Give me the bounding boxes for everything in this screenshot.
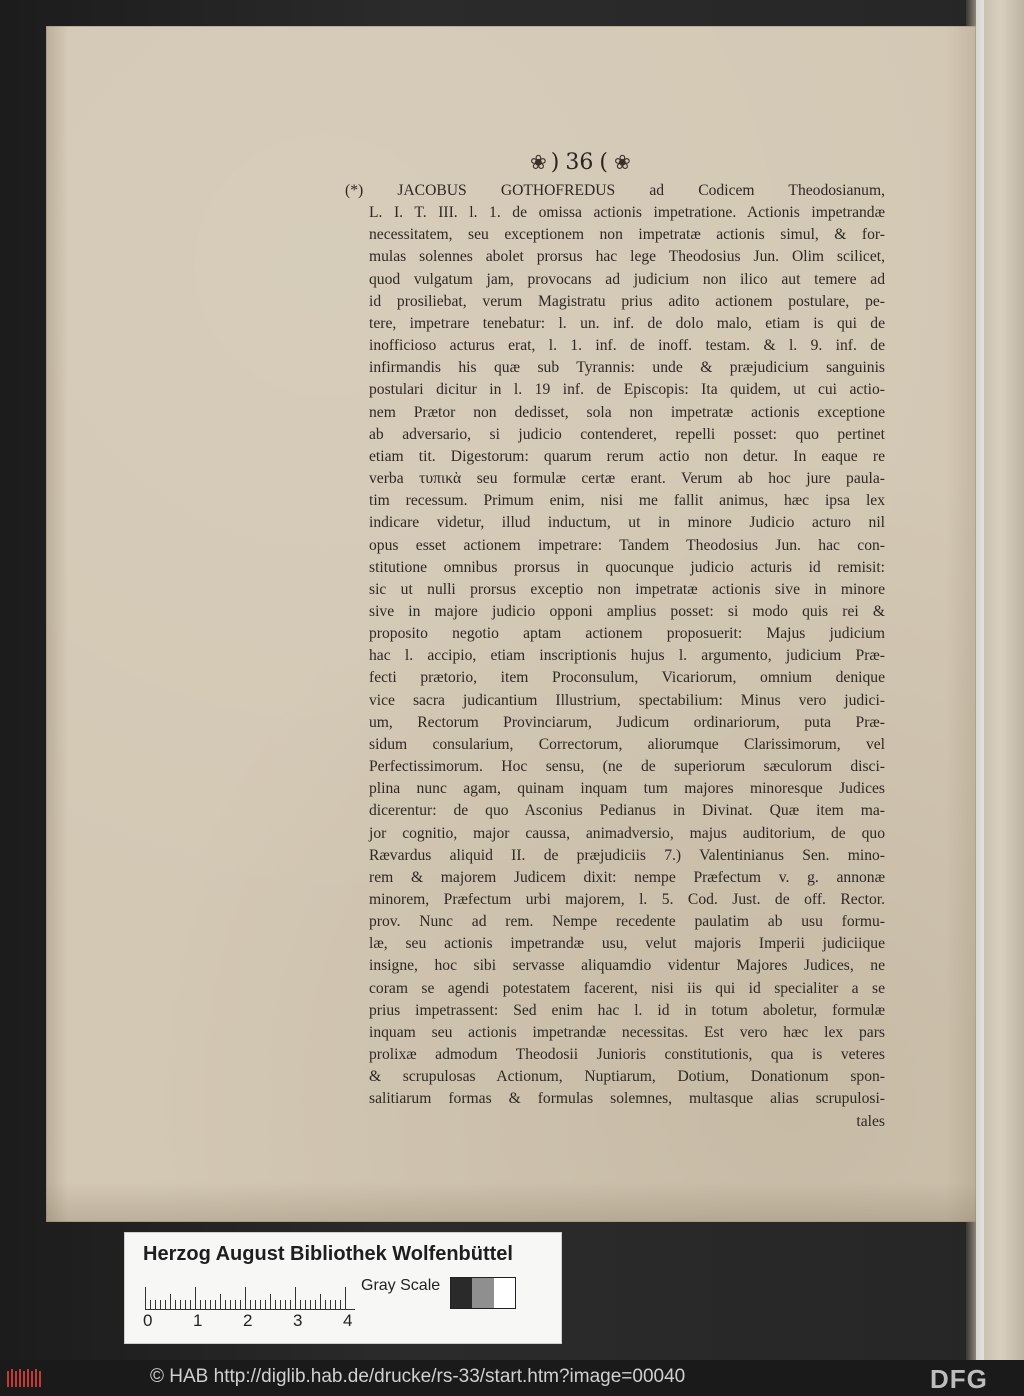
text-line: læ, seu actionis impetrandæ usu, velut majoris Imperii judiciique xyxy=(369,935,885,953)
text-line: inofficioso acturus erat, l. 1. inf. de inoff. testam. & l. 9. inf. de xyxy=(369,337,885,355)
ruler-tick xyxy=(290,1300,291,1309)
gray-scale-label: Gray Scale xyxy=(361,1277,441,1294)
text-line: Rævardus aliquid II. de præjudiciis 7.) Valentinianus Sen. mino- xyxy=(369,846,885,864)
gray-swatch-dark xyxy=(451,1278,472,1308)
text-line: fecti prætorio, item Proconsulum, Vicariorum, omnium denique xyxy=(369,669,885,687)
ruler-tick xyxy=(275,1300,276,1309)
ruler-label: 2 xyxy=(243,1311,253,1330)
library-label-card xyxy=(124,1232,562,1344)
ruler-tick xyxy=(340,1300,341,1309)
ruler-tick xyxy=(175,1300,176,1309)
text-line: prolixæ admodum Theodosii Junioris constitutionis, qua is veteres xyxy=(369,1046,885,1064)
footnote-text xyxy=(345,180,885,1133)
text-line: insigne, hoc sibi servasse aliquamdio videntur Majores Judices, ne xyxy=(369,957,885,975)
ruler-label: 4 xyxy=(343,1311,353,1330)
text-line: coram se agendi potestatem facerent, nisi iis qui id specialiter a se xyxy=(369,979,885,997)
text-line: hac l. accipio, etiam inscriptionis hujus l. argumento, judicium Præ- xyxy=(369,647,885,665)
ruler-tick xyxy=(295,1287,296,1309)
ruler-tick xyxy=(215,1300,216,1309)
ruler-tick xyxy=(315,1300,316,1309)
text-line: dicerentur: de quo Asconius Pedianus in Divinat. Quæ item ma- xyxy=(369,802,885,820)
text-line: tales xyxy=(856,1112,885,1130)
header-paren-right: ( xyxy=(599,149,608,175)
text-line: sidum consularium, Correctorum, aliorumque Clarissimorum, vel xyxy=(369,735,885,753)
text-line: infirmandis his quæ sub Tyrannis: unde & præjudicium sanguinis xyxy=(369,359,885,377)
text-line: minorem, Præfectum urbi majorem, l. 5. Cod. Just. de off. Rector. xyxy=(369,891,885,908)
ruler-tick xyxy=(255,1300,256,1309)
ruler-label: 1 xyxy=(193,1311,203,1330)
ruler-tick xyxy=(280,1300,281,1309)
ruler-tick xyxy=(305,1300,306,1309)
footer-copyright-link[interactable]: © HAB http://diglib.hab.de/drucke/rs-33/start.htm?image=00040 xyxy=(150,1366,686,1387)
gray-swatch-mid xyxy=(472,1278,493,1308)
ruler-tick xyxy=(300,1300,301,1309)
ruler-tick xyxy=(180,1300,181,1309)
ruler-tick xyxy=(320,1294,321,1309)
ruler-tick xyxy=(165,1300,166,1309)
text-line: (*) JACOBUS GOTHOFREDUS ad Codicem Theodosianum, xyxy=(345,182,885,199)
ruler-tick xyxy=(265,1300,266,1309)
text-line: salitiarum formas & formulas solemnes, multasque alias scrupulosi- xyxy=(369,1090,885,1108)
page-gap xyxy=(976,0,984,1360)
ornament-right-icon: ❀ xyxy=(613,150,629,174)
text-line: etiam tit. Digestorum: quarum rerum actio non detur. In eaque re xyxy=(369,447,885,465)
header-paren-left: ) xyxy=(550,149,560,175)
ruler-tick xyxy=(160,1300,161,1309)
text-line: nem Prætor non dedisset, sola non impetratæ actionis exceptione xyxy=(369,403,885,421)
text-line: tim recessum. Primum enim, nisi me fallit animus, hæc ipsa lex xyxy=(369,492,885,510)
page-shadow-left xyxy=(46,26,68,1222)
page-number: 36 xyxy=(565,149,594,175)
gray-swatch-light xyxy=(494,1278,515,1308)
text-line: proposito negotio aptam actionem proposuerit: Majus judicium xyxy=(369,625,885,643)
text-line: inquam seu actionis impetrandæ necessitas. Est vero hæc lex pars xyxy=(369,1023,885,1041)
text-line: prov. Nunc ad rem. Nempe recedente paulatim ab usu formu- xyxy=(369,913,885,931)
text-line: Perfectissimorum. Hoc sensu, (ne de superiorum sæculorum disci- xyxy=(369,758,885,776)
ruler-tick xyxy=(205,1300,206,1309)
ruler-tick xyxy=(245,1287,246,1309)
text-line: prius impetrassent: Sed enim hac l. id in totum aboletur, formulæ xyxy=(369,1001,885,1019)
text-line: sive in majore judicio opponi amplius posset: si modo quis rei & xyxy=(369,602,885,620)
ruler-label: 0 xyxy=(143,1311,153,1330)
footer-bar xyxy=(0,1360,1024,1396)
ruler-tick xyxy=(170,1294,171,1309)
text-line: verba τυπικὰ seu formulæ certæ erant. Verum ab hoc jure paula- xyxy=(369,470,885,488)
hab-logo-icon xyxy=(6,1367,46,1389)
text-line: tere, impetrare tenebatur: l. un. inf. de dolo malo, etiam is qui de xyxy=(369,314,885,332)
ruler-tick xyxy=(195,1287,196,1309)
page-header xyxy=(530,144,690,180)
text-line: ab adversario, si judicio contenderet, repelli posset: quo pertinet xyxy=(369,425,885,443)
text-line: um, Rectorum Provinciarum, Judicum ordinariorum, puta Præ- xyxy=(369,713,885,731)
ruler-tick xyxy=(335,1300,336,1309)
ornament-left-icon: ❀ xyxy=(530,150,545,174)
ruler-tick xyxy=(345,1287,346,1309)
text-line: quod vulgatum jam, provocans ad judicium non ilico aut temere ad xyxy=(369,270,885,288)
text-line: postulari dicitur in l. 19 inf. de Episcopis: Ita quidem, ut cui actio- xyxy=(369,381,885,399)
ruler-tick xyxy=(240,1300,241,1309)
text-line: id prosiliebat, verum Magistratu prius adito actionem postulare, pe- xyxy=(369,292,885,310)
ruler-tick xyxy=(330,1300,331,1309)
page-shadow-bottom xyxy=(46,1182,976,1222)
ruler-tick xyxy=(310,1300,311,1309)
text-line: mulas solennes abolet prorsus hac lege Theodosius Jun. Olim scilicet, xyxy=(369,248,885,266)
ruler-label: 3 xyxy=(293,1311,303,1330)
ruler-labels xyxy=(139,1311,379,1333)
ruler-tick xyxy=(230,1300,231,1309)
text-line: sic ut nulli prorsus exceptio non impetratæ actionis sive in minore xyxy=(369,580,885,598)
text-line: vice sacra judicantium Illustrium, spectabilium: Minus vero judici- xyxy=(369,691,885,709)
text-line: plina nunc agam, quinam inquam tum majores minoresque Judices xyxy=(369,780,885,798)
text-line: opus esset actionem impetrare: Tandem Theodosius Jun. hac con- xyxy=(369,536,885,554)
ruler-tick xyxy=(270,1294,271,1309)
ruler-tick xyxy=(260,1300,261,1309)
text-line: jor cognitio, major caussa, animadversio, majus auditorium, de quo xyxy=(369,824,885,842)
text-line: indicare videtur, illud inductum, ut in minore Judicio acturo nil xyxy=(369,514,885,532)
text-line: necessitatem, seu exceptionem non impetratæ actionis simul, & for- xyxy=(369,226,885,244)
ruler-tick xyxy=(185,1300,186,1309)
ruler-tick xyxy=(150,1300,151,1309)
ruler-tick xyxy=(200,1300,201,1309)
text-line: & scrupulosas Actionum, Nuptiarum, Dotium, Donationum spon- xyxy=(369,1068,885,1086)
scale-ruler xyxy=(145,1285,355,1310)
library-title: Herzog August Bibliothek Wolfenbüttel xyxy=(143,1243,513,1265)
ruler-tick xyxy=(285,1300,286,1309)
ruler-tick xyxy=(225,1300,226,1309)
text-line: L. I. T. III. l. 1. de omissa actionis impetratione. Actionis impetrandæ xyxy=(369,204,885,222)
ruler-tick xyxy=(235,1300,236,1309)
ruler-tick xyxy=(250,1300,251,1309)
ruler-tick xyxy=(190,1300,191,1309)
ruler-tick xyxy=(325,1300,326,1309)
ruler-tick xyxy=(145,1287,146,1309)
dfg-logo: DFG xyxy=(930,1364,988,1394)
text-line: rem & majorem Judicem dixit: nempe Præfectum v. g. annonæ xyxy=(369,868,885,886)
text-line: stitutione omnibus prorsus in quocunque judicio acturis id remisit: xyxy=(369,558,885,576)
ruler-tick xyxy=(155,1300,156,1309)
page-shadow-right xyxy=(946,26,976,1222)
gray-scale-swatches xyxy=(450,1277,516,1309)
ruler-tick xyxy=(220,1294,221,1309)
ruler-tick xyxy=(210,1300,211,1309)
